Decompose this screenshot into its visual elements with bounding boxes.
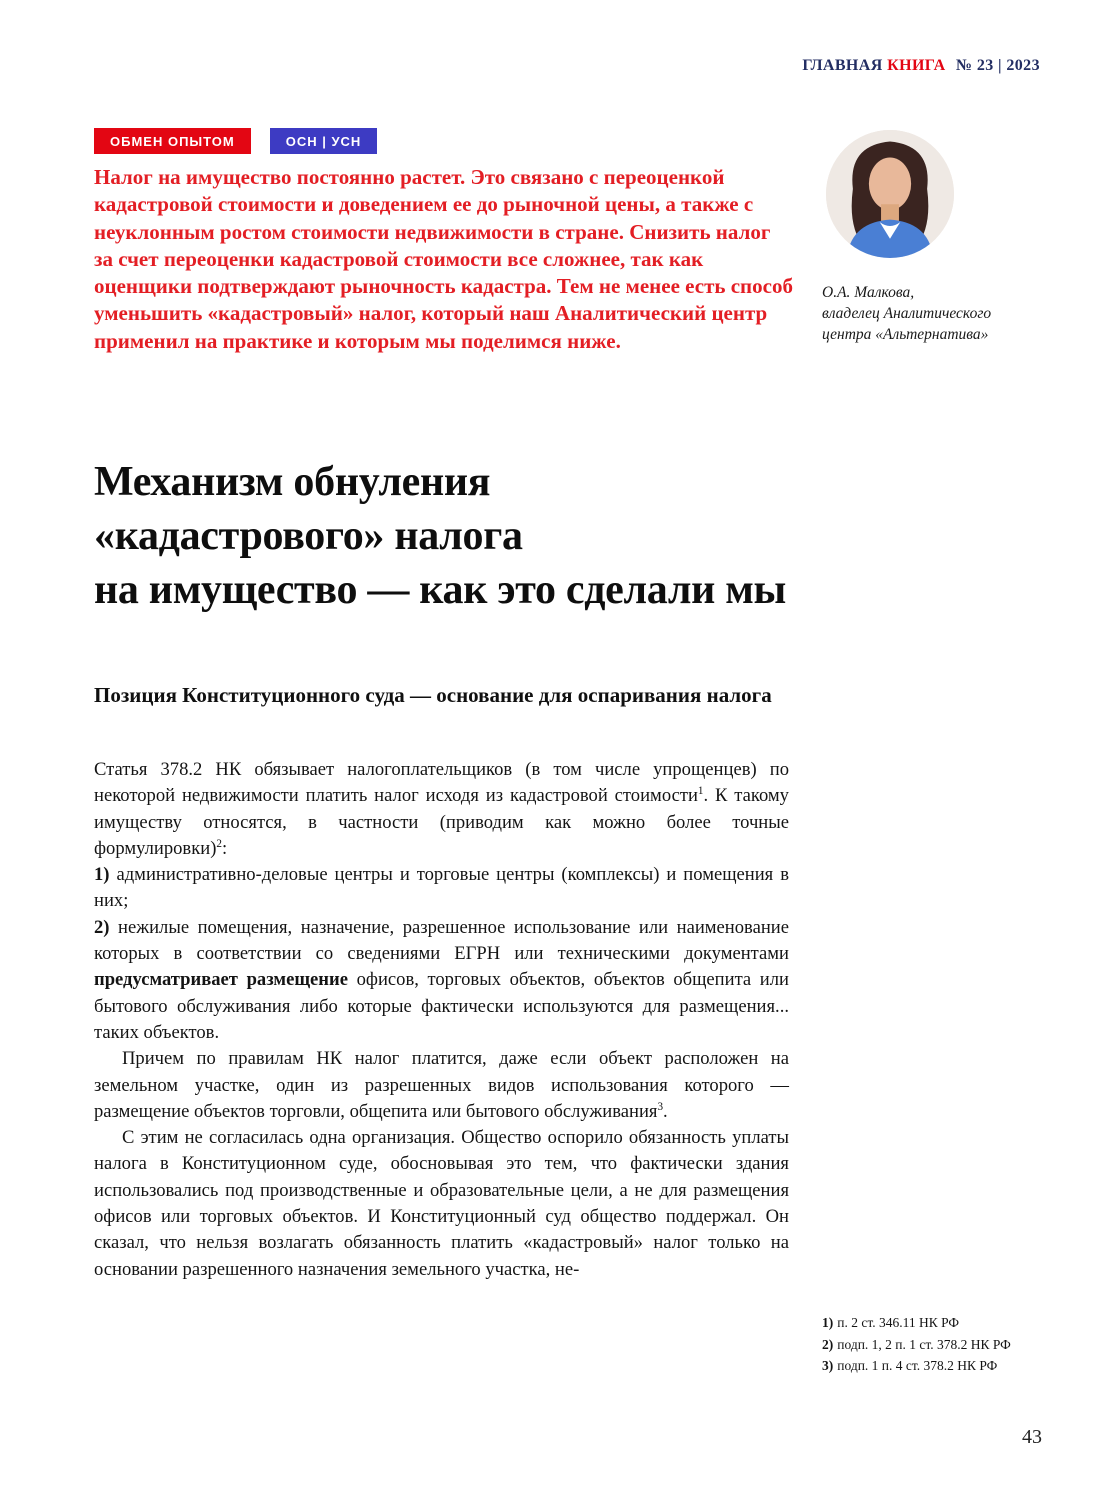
- badge-exchange-experience: ОБМЕН ОПЫТОМ: [94, 128, 251, 154]
- footnote-item: [822, 1355, 1062, 1377]
- author-photo: [826, 130, 954, 258]
- article-headline: [94, 456, 1074, 617]
- footnote-number: 3): [822, 1358, 834, 1374]
- headline-line: Механизм обнуления: [94, 459, 491, 505]
- section-subtitle: Позиция Конституционного суда — основание для оспаривания налога: [94, 683, 772, 707]
- author-caption: [822, 283, 1040, 346]
- author-role: владелец Аналитического центра «Альтернатива»: [822, 304, 992, 343]
- masthead: [802, 57, 1040, 75]
- brand-part-main: ГЛАВНАЯ: [802, 57, 883, 74]
- footnote-item: [822, 1312, 1062, 1334]
- body-paragraph: 2) нежилые помещения, назначение, разрешенное использование или наименование которых в соответствии со сведениями ЕГРН или техническими документами предусматривает размещение офисов, торговых объектов, объектов общепита или бытового обслуживания либо которые фактически используются для размещения... таких объектов.: [94, 916, 789, 1043]
- footnote-text: п. 2 ст. 346.11 НК РФ: [837, 1315, 960, 1330]
- headline-line: на имущество — как это сделали мы: [94, 566, 787, 613]
- badge-osn-usn: ОСН | УСН: [270, 128, 378, 154]
- body-paragraph: С этим не согласилась одна организация. Общество оспорило обязанность уплаты налога в Конституционном суде, обосновывая это тем, что фактически здания использовались под производственные и образовательные цели, а не для размещения офисов или торговых объектов. И Конституционный суд общество поддержал. Он сказал, что нельзя возлагать обязанность платить «кадастровый» налог только на основании разрешенного назначения земельного участка, не-: [94, 1127, 789, 1280]
- footnote-text: подп. 1, 2 п. 1 ст. 378.2 НК РФ: [837, 1336, 1011, 1352]
- author-portrait-icon: [826, 130, 954, 258]
- article-body: [94, 757, 789, 1283]
- body-paragraph: Статья 378.2 НК обязывает налогоплательщиков (в том числе упрощенцев) по некоторой недвижимости платить налог исходя из кадастровой стоимости$^1$. К такому имуществу относятся, в частности (приводим как можно более точные формулировки)$^2$:: [94, 759, 789, 859]
- footnotes: [822, 1312, 1062, 1377]
- body-paragraph: Причем по правилам НК налог платится, даже если объект расположен на земельном участке, один из разрешенных видов использования которого — размещение объектов торговли, общепита или бытового обслуживания$^3$.: [94, 1048, 789, 1122]
- lead-paragraph: Налог на имущество постоянно растет. Это связано с переоценкой кадастровой стоимости и доведением ее до рыночной цены, а также с неуклонным ростом стоимости недвижимости в стране. Снизить налог за счет переоценки кадастровой стоимости все сложнее, так как оценщики подтверждают рыночность кадастра. Тем не менее есть способ уменьшить «кадастровый» налог, который наш Аналитический центр применил на практике и которым мы поделимся ниже.: [94, 165, 793, 353]
- issue-number: № 23 | 2023: [955, 57, 1040, 74]
- body-paragraph: 1) административно-деловые центры и торговые центры (комплексы) и помещения в них;: [94, 864, 789, 912]
- rubric-badges: [94, 128, 377, 154]
- footnote-number: 1): [822, 1315, 834, 1330]
- author-name: О.А. Малкова,: [822, 284, 915, 301]
- footnote-text: подп. 1 п. 4 ст. 378.2 НК РФ: [837, 1358, 998, 1374]
- footnote-item: [822, 1334, 1062, 1356]
- page-number: 43: [1022, 1426, 1042, 1448]
- brand-part-accent: КНИГА: [887, 57, 946, 74]
- footnote-number: 2): [822, 1336, 834, 1352]
- headline-line: «кадастрового» налога: [94, 512, 523, 559]
